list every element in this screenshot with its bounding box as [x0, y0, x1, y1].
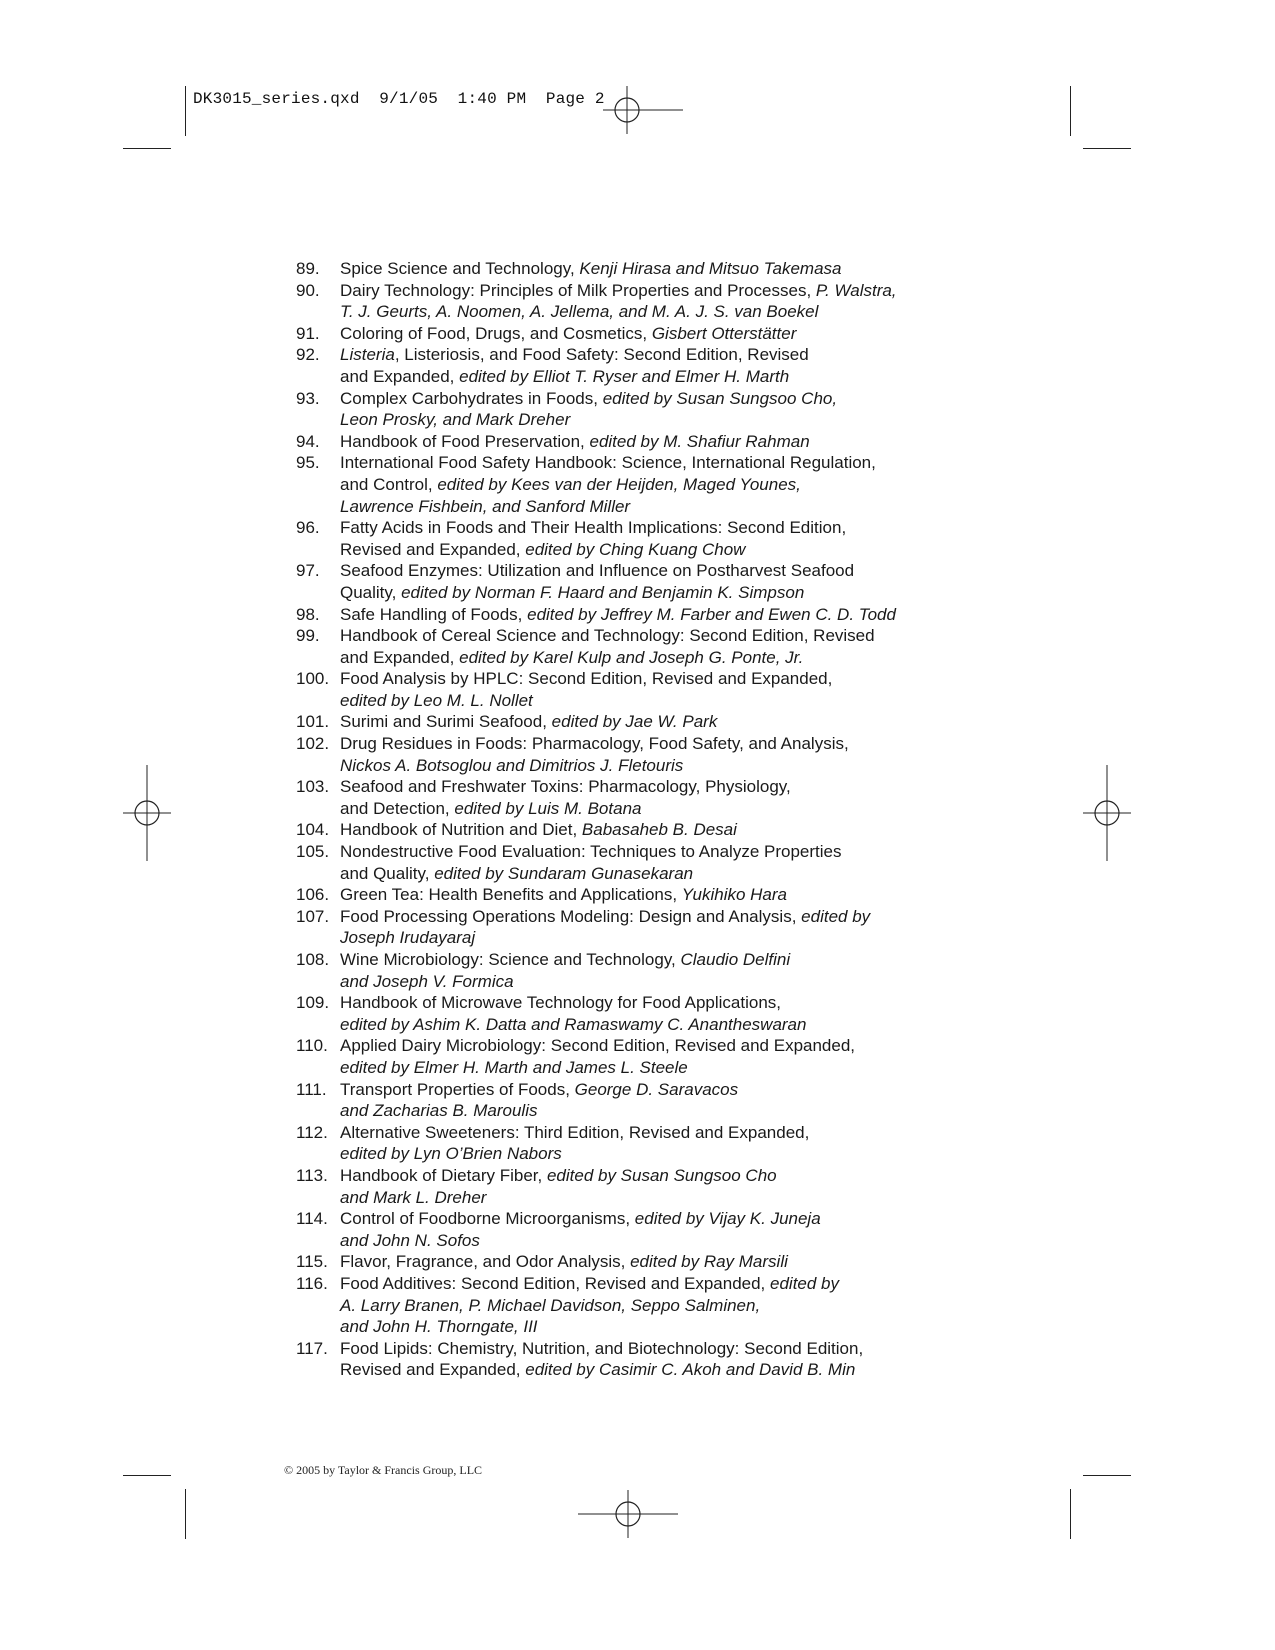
entry-line: [340, 431, 996, 453]
entry-line: [340, 1100, 996, 1122]
entry-line: [340, 755, 996, 777]
entry-number: 95.: [296, 453, 320, 473]
entry-author-text: Joseph Irudayaraj: [340, 928, 476, 948]
entry-number: 117.: [296, 1338, 328, 1358]
entry-author-text: edited by Karel Kulp and Joseph G. Ponte, Jr.: [459, 647, 804, 667]
list-item: [296, 819, 996, 841]
entry-text: [340, 1035, 996, 1078]
list-item: [296, 1251, 996, 1273]
entry-line: [340, 1338, 996, 1360]
entry-text: [340, 1273, 996, 1338]
list-item: [296, 431, 996, 453]
entry-author-text: edited by Ching Kuang Chow: [525, 539, 746, 559]
entry-number: 107.: [296, 906, 330, 926]
entry-number: 106.: [296, 885, 330, 905]
entry-title-text: Complex Carbohydrates in Foods,: [340, 388, 603, 408]
entry-author-text: edited by Casimir C. Akoh and David B. Min: [525, 1360, 856, 1380]
crop-mark-bottom-left-horizontal: [123, 1475, 171, 1476]
list-item: [296, 1273, 996, 1338]
entry-line: [340, 927, 996, 949]
entry-author-text: George D. Saravacos: [574, 1079, 739, 1099]
entry-author-text: Gisbert Otterstätter: [651, 323, 797, 343]
entry-text: [340, 1079, 996, 1122]
entry-line: [340, 1187, 996, 1209]
entry-title-text: Handbook of Dietary Fiber,: [340, 1165, 547, 1185]
entry-author-text: edited by Susan Sungsoo Cho: [546, 1165, 777, 1185]
entry-line: [340, 733, 996, 755]
entry-title-text: Handbook of Food Preservation,: [340, 431, 590, 451]
entry-author-text: and John N. Sofos: [340, 1230, 480, 1250]
list-item: [296, 1079, 996, 1122]
list-item: [296, 668, 996, 711]
entry-line: [340, 1079, 996, 1101]
entry-author-text: Listeria: [340, 345, 395, 365]
entry-title-text: Fatty Acids in Foods and Their Health Implications: Second Edition,: [340, 518, 847, 538]
list-item: [296, 1122, 996, 1165]
entry-title-text: Revised and Expanded,: [340, 1360, 526, 1380]
entry-title-text: and Control,: [340, 474, 438, 494]
entry-text: [340, 604, 996, 626]
entry-line: [340, 560, 996, 582]
entry-author-text: edited by: [770, 1273, 840, 1293]
entry-title-text: Applied Dairy Microbiology: Second Edition, Revised and Expanded,: [340, 1036, 856, 1056]
entry-line: [340, 517, 996, 539]
list-item: [296, 258, 996, 280]
entry-author-text: edited by Sundaram Gunasekaran: [434, 863, 694, 883]
entry-title-text: Safe Handling of Foods,: [340, 604, 528, 624]
entry-line: [340, 992, 996, 1014]
printer-slug: [193, 90, 605, 108]
entry-text: [340, 280, 996, 323]
entry-text: [340, 517, 996, 560]
crop-mark-bottom-right-horizontal: [1083, 1475, 1131, 1476]
entry-line: [340, 1359, 996, 1381]
entry-number: 113.: [296, 1165, 328, 1185]
entry-number: 100.: [296, 669, 330, 689]
entry-author-text: Babasaheb B. Desai: [581, 820, 737, 840]
list-item: [296, 841, 996, 884]
entry-line: [340, 949, 996, 971]
entry-line: [340, 1035, 996, 1057]
crop-mark-bottom-right-vertical: [1070, 1489, 1071, 1539]
entry-number: 91.: [296, 323, 320, 343]
entry-author-text: edited by Susan Sungsoo Cho,: [602, 388, 838, 408]
entry-line: [340, 841, 996, 863]
entry-title-text: Handbook of Cereal Science and Technology: Second Edition, Revised: [340, 626, 875, 646]
entry-author-text: edited by Jae W. Park: [551, 712, 718, 732]
entry-line: [340, 344, 996, 366]
entry-line: [340, 1122, 996, 1144]
entry-number: 96.: [296, 518, 320, 538]
entry-title-text: Nondestructive Food Evaluation: Techniques to Analyze Properties: [340, 842, 842, 862]
list-item: [296, 1165, 996, 1208]
entry-title-text: and Expanded,: [340, 366, 460, 386]
list-item: [296, 949, 996, 992]
entry-line: [340, 776, 996, 798]
entry-author-text: edited by Luis M. Botana: [454, 798, 642, 818]
entry-author-text: P. Walstra,: [815, 280, 897, 300]
entry-number: 90.: [296, 280, 320, 300]
entry-line: [340, 819, 996, 841]
entry-text: [340, 258, 996, 280]
entry-line: [340, 409, 996, 431]
entry-number: 99.: [296, 626, 320, 646]
entry-title-text: Green Tea: Health Benefits and Applications,: [340, 885, 682, 905]
entry-line: [340, 388, 996, 410]
entry-text: [340, 625, 996, 668]
entry-author-text: Kenji Hirasa and Mitsuo Takemasa: [579, 259, 842, 278]
entry-title-text: and Expanded,: [340, 647, 460, 667]
entry-title-text: and Quality,: [340, 863, 435, 883]
entry-author-text: Nickos A. Botsoglou and Dimitrios J. Fletouris: [340, 755, 684, 775]
entry-text: [340, 1251, 996, 1273]
entry-text: [340, 388, 996, 431]
entry-line: [340, 863, 996, 885]
entry-line: [340, 971, 996, 993]
entry-number: 104.: [296, 820, 330, 840]
entry-text: [340, 776, 996, 819]
entry-author-text: and Mark L. Dreher: [340, 1187, 487, 1207]
entry-number: 98.: [296, 604, 320, 624]
entry-line: [340, 1014, 996, 1036]
entry-number: 93.: [296, 388, 320, 408]
entry-line: [340, 1230, 996, 1252]
entry-author-text: and John H. Thorngate, III: [340, 1317, 538, 1337]
entry-line: [340, 906, 996, 928]
entry-line: [340, 690, 996, 712]
entry-number: 111.: [296, 1079, 327, 1099]
slug-page: Page 2: [545, 90, 605, 108]
entry-title-text: Alternative Sweeteners: Third Edition, Revised and Expanded,: [340, 1122, 810, 1142]
book-series-list: [296, 258, 996, 1381]
entry-line: [340, 258, 996, 280]
entry-title-text: Quality,: [340, 582, 402, 602]
list-item: [296, 1338, 996, 1381]
list-item: [296, 625, 996, 668]
list-item: [296, 280, 996, 323]
list-item: [296, 1035, 996, 1078]
entry-number: 97.: [296, 561, 320, 581]
crop-mark-top-left-horizontal: [123, 148, 171, 149]
entry-author-text: edited by Elmer H. Marth and James L. Steele: [340, 1057, 688, 1077]
entry-title-text: , Listeriosis, and Food Safety: Second Edition, Revised: [394, 345, 809, 365]
entry-title-text: Spice Science and Technology,: [340, 259, 580, 278]
entry-line: [340, 1251, 996, 1273]
entry-title-text: Food Additives: Second Edition, Revised and Expanded,: [340, 1273, 771, 1293]
entry-text: [340, 323, 996, 345]
entry-number: 115.: [296, 1252, 328, 1272]
entry-text: [340, 1122, 996, 1165]
entry-line: [340, 1165, 996, 1187]
crop-mark-bottom-left-vertical: [185, 1489, 186, 1539]
list-item: [296, 992, 996, 1035]
entry-line: [340, 539, 996, 561]
entry-author-text: edited by Kees van der Heijden, Maged Younes,: [437, 474, 801, 494]
entry-text: [340, 344, 996, 387]
list-item: [296, 776, 996, 819]
entry-number: 101.: [296, 712, 330, 732]
list-item: [296, 517, 996, 560]
registration-mark-bottom: [578, 1490, 678, 1538]
entry-text: [340, 906, 996, 949]
entry-author-text: edited by Ray Marsili: [630, 1252, 788, 1272]
entry-title-text: Handbook of Nutrition and Diet,: [340, 820, 582, 840]
entry-author-text: edited by Lyn O’Brien Nabors: [340, 1144, 562, 1164]
list-item: [296, 452, 996, 517]
entry-line: [340, 1208, 996, 1230]
entry-author-text: T. J. Geurts, A. Noomen, A. Jellema, and M. A. J. S. van Boekel: [340, 302, 819, 322]
entry-line: [340, 1316, 996, 1338]
entry-number: 103.: [296, 777, 330, 797]
entry-author-text: edited by M. Shafiur Rahman: [589, 431, 810, 451]
entry-title-text: Flavor, Fragrance, and Odor Analysis,: [340, 1252, 631, 1272]
entry-author-text: edited by: [801, 906, 871, 926]
entry-number: 116.: [296, 1273, 328, 1293]
entry-author-text: edited by Leo M. L. Nollet: [340, 690, 533, 710]
entry-text: [340, 452, 996, 517]
entry-author-text: edited by Norman F. Haard and Benjamin K. Simpson: [401, 582, 805, 602]
entry-author-text: Leon Prosky, and Mark Dreher: [340, 410, 571, 430]
entry-number: 102.: [296, 734, 330, 754]
list-item: [296, 1208, 996, 1251]
slug-file: DK3015_series.qxd: [193, 90, 360, 108]
entry-text: [340, 884, 996, 906]
entry-title-text: Drug Residues in Foods: Pharmacology, Food Safety, and Analysis,: [340, 734, 849, 754]
entry-text: [340, 841, 996, 884]
entry-title-text: Food Lipids: Chemistry, Nutrition, and Biotechnology: Second Edition,: [340, 1338, 864, 1358]
entry-title-text: Wine Microbiology: Science and Technology,: [340, 950, 681, 969]
list-item: [296, 733, 996, 776]
entry-title-text: Seafood Enzymes: Utilization and Influence on Postharvest Seafood: [340, 561, 855, 581]
entry-line: [340, 625, 996, 647]
entry-line: [340, 323, 996, 345]
entry-text: [340, 992, 996, 1035]
entry-line: [340, 1295, 996, 1317]
entry-line: [340, 1057, 996, 1079]
crop-mark-top-left-vertical: [185, 86, 186, 136]
entry-line: [340, 884, 996, 906]
entry-line: [340, 474, 996, 496]
entry-number: 105.: [296, 842, 330, 862]
entry-author-text: edited by Jeffrey M. Farber and Ewen C. D. Todd: [527, 604, 896, 624]
copyright-notice: © 2005 by Taylor & Francis Group, LLC: [284, 1463, 483, 1477]
entry-title-text: Transport Properties of Foods,: [340, 1079, 575, 1099]
entry-text: [340, 819, 996, 841]
entry-author-text: edited by Ashim K. Datta and Ramaswamy C. Anantheswaran: [340, 1014, 807, 1034]
entry-text: [340, 560, 996, 603]
entry-number: 92.: [296, 345, 320, 365]
entry-title-text: Food Processing Operations Modeling: Design and Analysis,: [340, 906, 802, 926]
entry-author-text: Lawrence Fishbein, and Sanford Miller: [340, 496, 631, 516]
entry-number: 114.: [296, 1209, 328, 1229]
entry-text: [340, 431, 996, 453]
entry-number: 110.: [296, 1036, 328, 1056]
entry-number: 94.: [296, 431, 320, 451]
entry-line: [340, 668, 996, 690]
entry-title-text: Dairy Technology: Principles of Milk Properties and Processes,: [340, 280, 816, 300]
entry-line: [340, 280, 996, 302]
list-item: [296, 560, 996, 603]
entry-line: [340, 1273, 996, 1295]
entry-author-text: edited by Elliot T. Ryser and Elmer H. Marth: [459, 366, 790, 386]
entry-number: 112.: [296, 1122, 328, 1142]
entry-number: 109.: [296, 993, 330, 1013]
list-item: [296, 884, 996, 906]
entry-author-text: and Zacharias B. Maroulis: [340, 1101, 538, 1121]
entry-author-text: and Joseph V. Formica: [340, 971, 514, 991]
entry-title-text: Food Analysis by HPLC: Second Edition, Revised and Expanded,: [340, 669, 833, 689]
entry-author-text: Yukihiko Hara: [681, 885, 787, 905]
list-item: [296, 323, 996, 345]
entry-line: [340, 582, 996, 604]
entry-text: [340, 1208, 996, 1251]
entry-text: [340, 711, 996, 733]
registration-mark-right: [1083, 765, 1131, 861]
entry-line: [340, 366, 996, 388]
entry-title-text: Control of Foodborne Microorganisms,: [340, 1209, 635, 1229]
entry-line: [340, 604, 996, 626]
list-item: [296, 388, 996, 431]
slug-date: 9/1/05: [379, 90, 439, 108]
slug-time: 1:40 PM: [457, 90, 527, 108]
entry-title-text: and Detection,: [340, 798, 455, 818]
entry-line: [340, 711, 996, 733]
entry-title-text: Revised and Expanded,: [340, 539, 526, 559]
entry-title-text: Handbook of Microwave Technology for Food Applications,: [340, 993, 781, 1013]
entry-text: [340, 733, 996, 776]
entry-line: [340, 301, 996, 323]
entry-author-text: edited by Vijay K. Juneja: [634, 1209, 821, 1229]
list-item: [296, 344, 996, 387]
entry-author-text: A. Larry Branen, P. Michael Davidson, Seppo Salminen,: [340, 1295, 761, 1315]
list-item: [296, 604, 996, 626]
crop-mark-top-right-horizontal: [1083, 148, 1131, 149]
entry-text: [340, 1338, 996, 1381]
entry-title-text: Coloring of Food, Drugs, and Cosmetics,: [340, 323, 652, 343]
entry-text: [340, 668, 996, 711]
registration-mark-left: [123, 765, 171, 861]
entry-title-text: International Food Safety Handbook: Science, International Regulation,: [340, 453, 876, 473]
list-item: [296, 711, 996, 733]
list-item: [296, 906, 996, 949]
entry-line: [340, 452, 996, 474]
registration-mark-top: [603, 86, 683, 134]
entry-title-text: Surimi and Surimi Seafood,: [340, 712, 552, 732]
entry-line: [340, 647, 996, 669]
entry-line: [340, 1143, 996, 1165]
entry-text: [340, 1165, 996, 1208]
entry-line: [340, 496, 996, 518]
entry-text: [340, 949, 996, 992]
entry-author-text: Claudio Delfini: [680, 950, 791, 969]
entry-number: 108.: [296, 950, 330, 969]
entry-title-text: Seafood and Freshwater Toxins: Pharmacology, Physiology,: [340, 777, 791, 797]
entry-line: [340, 798, 996, 820]
crop-mark-top-right-vertical: [1070, 86, 1071, 136]
entry-number: 89.: [296, 259, 320, 278]
